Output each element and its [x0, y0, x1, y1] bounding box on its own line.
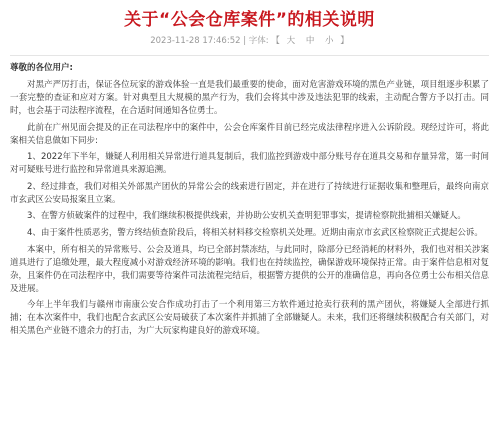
paragraph-point-3: 3、在警方侦破案件的过程中，我们继续积极提供线索，并协助公安机关查明犯罪事实，提请检察院批捕相关嫌疑人。	[27, 211, 466, 222]
greeting: 尊敬的各位用户:	[10, 63, 73, 73]
font-size-medium-button[interactable]: 中	[305, 36, 315, 46]
font-bracket-open: 【	[271, 36, 280, 46]
font-size-small-button[interactable]: 小	[325, 36, 334, 46]
paragraph-closing: 今年上半年我们与赣州市南康公安合作成功打击了一个利用第三方软件通过抢卖行获利的黑产团伙，将嫌疑人全部进行抓捕；在本次案件中，我们也配合玄武区公安局破获了本次案件并抓捕了全部嫌疑人。未来，我们还将继续积极配合有关部门，对相关黑色产业链不遗余力的打击，为广大玩家构建良好的游戏环境。	[10, 300, 489, 337]
font-size-label: 字体:	[248, 36, 269, 46]
paragraph-point-4: 4、由于案件性质恶劣，警方终结侦查阶段后，将相关材料移交检察机关处理。近期由南京市玄武区检察院正式提起公诉。	[27, 227, 483, 238]
paragraph-point-1: 1、2022年下半年，嫌疑人利用相关异常进行道具复制后，我们监控到游戏中部分账号存在道具交易和存量异常，第一时间对可疑账号进行监控和异常道具来源追溯。	[10, 152, 489, 176]
article-meta	[10, 34, 489, 50]
article-body	[10, 62, 489, 338]
paragraph-intro: 对黑产严厉打击，保证各位玩家的游戏体验一直是我们最重要的使命，面对危害游戏环境的黑色产业链，项目组逐步积累了一套完整的查证和应对方案。针对典型且大规模的黑产行为，我们会将其中涉及违法犯罪的线索，主动配合警方予以打击。同时，也会基于司法程序流程，在合适时间通知各位勇士。	[10, 80, 489, 116]
title-divider	[10, 55, 489, 56]
font-bracket-close: 】	[340, 36, 349, 46]
publish-date: 2023-11-28 17:46:52	[150, 36, 241, 46]
meta-separator: |	[243, 36, 249, 46]
paragraph-handling: 本案中，所有相关的异常账号、公会及道具，均已全部封禁冻结，与此同时，除部分已经消耗的材料外，我们也对相关涉案道具进行了追缴处理，最大程度减小对游戏经济环境的影响。我们也在持续监控，确保游戏环境保持正常。由于案件信息相对复杂，且案件仍在司法程序中，我们需要等待案件司法流程完结后，根据警方提供的公开的准确信息，再向各位勇士公布相关信息及进展。	[10, 244, 489, 294]
article-title: 关于“公会仓库案件”的相关说明	[124, 10, 375, 30]
paragraph-point-2: 2、经过排查，我们对相关外部黑产团伙的异常公会的线索进行固定，并在进行了持续进行证据收集和整理后，最终向南京市玄武区公安局报案且立案。	[10, 181, 489, 205]
font-size-large-button[interactable]: 大	[286, 36, 296, 46]
paragraph-case-status: 此前在广州见面会提及的正在司法程序中的案件中，公会仓库案件目前已经完成法律程序进入公诉阶段。现经过许可，将此案相关信息做如下同步:	[10, 122, 489, 146]
